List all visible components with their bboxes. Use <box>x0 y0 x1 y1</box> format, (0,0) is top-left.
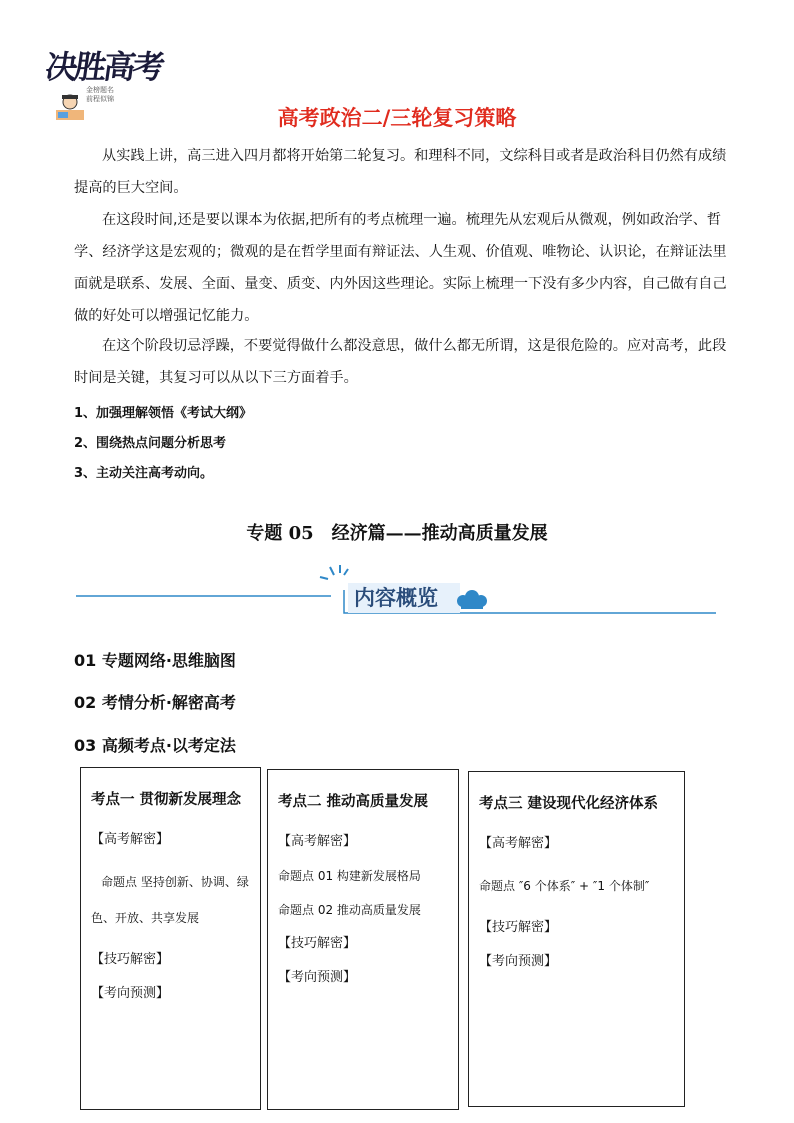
card-line: 【高考解密】 <box>278 834 357 849</box>
card-line: 【技巧解密】 <box>479 920 558 935</box>
card-line: 【考向预测】 <box>278 970 357 985</box>
strategy-item-3: 3、主动关注高考动向。 <box>74 466 214 481</box>
card-line: 【考向预测】 <box>479 954 558 969</box>
sparkle-icon <box>320 565 348 579</box>
card-heading: 考点三 建设现代化经济体系 <box>479 796 659 812</box>
card-line: 命题点 02 推动高质量发展 <box>278 903 421 917</box>
logo-tagline-1: 金榜题名 <box>86 86 114 94</box>
overview-banner <box>76 563 716 623</box>
strategy-paragraph <box>74 204 734 332</box>
card-line: 【考向预测】 <box>91 986 170 1001</box>
nav-item-mindmap: 01 专题网络·思维脑图 <box>74 651 236 670</box>
card-heading: 考点二 推动高质量发展 <box>278 794 429 810</box>
card-heading: 考点一 贯彻新发展理念 <box>91 792 242 808</box>
paragraph-2: 在这段时间,还是要以课本为依据,把所有的考点梳理一遍。梳理先从宏观后从微观，例如政治学、哲学、经济学这是宏观的；微观的是在哲学里面有辩证法、人生观、价值观、唯物论、认识论，在辩证法里面就是联系、发展、全面、量变、质变、内外因这些理论。实际上梳理一下没有多少内容，自己做有自己做的好处可以增强记忆能力。 <box>74 212 727 324</box>
intro-paragraph <box>74 140 734 204</box>
nav-item-analysis: 02 考情分析·解密高考 <box>74 693 236 712</box>
logo-text: 决胜高考 <box>43 48 165 86</box>
keypoint-card-1 <box>80 767 261 1110</box>
paragraph-1: 从实践上讲，高三进入四月都将开始第二轮复习。和理科不同，文综科目或者是政治科目仍然有成绩提高的巨大空间。 <box>74 148 727 196</box>
card-line: 【技巧解密】 <box>278 936 357 951</box>
card-line: 命题点 ″6 个体系″ + ″1 个体制″ <box>479 879 650 893</box>
card-line: 命题点 01 构建新发展格局 <box>278 869 421 883</box>
keypoint-card-3 <box>468 771 685 1107</box>
strategy-item-2: 2、围绕热点问题分析思考 <box>74 436 227 451</box>
page-title: 高考政治二/三轮复习策略 <box>277 106 517 130</box>
paragraph-3: 在这个阶段切忌浮躁，不要觉得做什么都没意思，做什么都无所谓，这是很危险的。应对高考，此段时间是关键，其复习可以从以下三方面着手。 <box>74 338 727 386</box>
logo-tagline-2: 前程似锦 <box>86 95 114 103</box>
cloud-icon <box>457 590 487 609</box>
card-line: 【高考解密】 <box>479 836 558 851</box>
card-line: 【高考解密】 <box>91 832 170 847</box>
card-line: 命题点 坚持创新、协调、绿色、开放、共享发展 <box>91 875 249 925</box>
keypoint-card-2 <box>267 769 459 1110</box>
topic-title: 专题 05 经济篇——推动高质量发展 <box>246 523 548 544</box>
card-line: 【技巧解密】 <box>91 952 170 967</box>
nav-item-keypoints: 03 高频考点·以考定法 <box>74 736 236 755</box>
overview-label: 内容概览 <box>354 586 438 610</box>
strategy-item-1: 1、加强理解领悟《考试大纲》 <box>74 406 253 421</box>
warning-paragraph <box>74 330 734 394</box>
